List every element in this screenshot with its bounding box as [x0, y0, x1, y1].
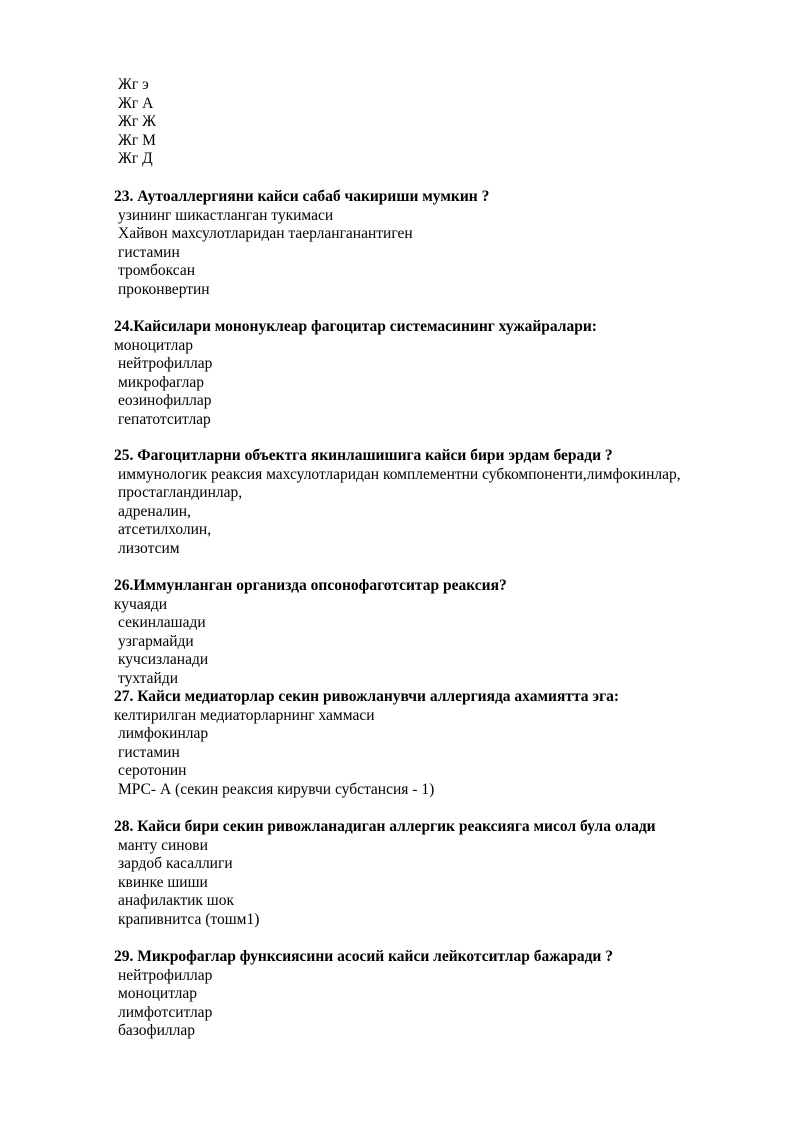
- answer-option: нейтрофиллар: [118, 355, 213, 373]
- answer-option: Жг М: [118, 131, 156, 149]
- question-title: 25. Фагоцитларни объектга якинлашишига кайси бири эрдам беради ?: [114, 447, 613, 464]
- question-27: [114, 688, 754, 800]
- answer-option: еозинофиллар: [118, 392, 212, 410]
- answer-option: микрофаглар: [118, 373, 204, 391]
- question-26: [114, 577, 754, 689]
- answer-options-group-22: [114, 76, 754, 169]
- answer-option: кучаяди: [114, 595, 168, 613]
- answer-option: келтирилган медиаторларнинг хаммаси: [114, 706, 375, 724]
- question-title: 24.Кайсилари мононуклеар фагоцитар системасининг хужайралари:: [114, 318, 597, 335]
- answer-option: тромбоксан: [118, 262, 196, 280]
- answer-option: Жг Д: [118, 150, 153, 168]
- answer-option: иммунологик реаксия махсулотларидан комплементни субкомпоненти,лимфокинлар,: [118, 465, 681, 483]
- answer-option: зардоб касаллиги: [118, 855, 233, 873]
- question-title: 28. Кайси бири секин ривожланадиган аллергик реаксияга мисол була олади: [114, 818, 656, 835]
- question-23: [114, 188, 754, 300]
- answer-option: моноцитлар: [118, 985, 197, 1003]
- answer-option: узгармайди: [118, 632, 194, 650]
- question-title: 29. Микрофаглар функсиясини асосий кайси лейкотситлар бажаради ?: [114, 948, 613, 965]
- answer-option: гистамин: [118, 743, 180, 761]
- answer-option: лимфотситлар: [118, 1003, 213, 1021]
- answer-option: гистамин: [118, 243, 180, 261]
- answer-option: анафилактик шок: [118, 892, 235, 910]
- answer-option: простагландинлар,: [118, 484, 243, 502]
- question-25: [114, 447, 754, 559]
- answer-option: лизотсим: [118, 539, 180, 557]
- answer-option: кучсизланади: [118, 651, 209, 669]
- answer-option: лимфокинлар: [118, 725, 209, 743]
- answer-option: атсетилхолин,: [118, 521, 212, 539]
- question-28: [114, 818, 754, 930]
- answer-option: моноцитлар: [114, 336, 193, 354]
- answer-option: гепатотситлар: [118, 410, 211, 428]
- question-24: [114, 318, 754, 430]
- answer-option: адреналин,: [118, 502, 191, 520]
- answer-option: Хайвон махсулотларидан таерланганантиген: [118, 225, 413, 243]
- answer-option: секинлашади: [118, 614, 206, 632]
- question-title: 23. Аутоаллергияни кайси сабаб чакириши мумкин ?: [114, 188, 490, 205]
- answer-option: серотонин: [118, 762, 187, 780]
- question-title: 27. Кайси медиаторлар секин ривожланувчи аллергияда ахамиятта эга:: [114, 688, 620, 705]
- answer-option: МРС- А (секин реаксия кирувчи субстансия - 1): [118, 780, 435, 798]
- answer-option: тухтайди: [118, 669, 179, 687]
- question-title: 26.Иммунланган организда опсонофаготситар реаксия?: [114, 577, 507, 594]
- answer-option: нейтрофиллар: [118, 966, 213, 984]
- question-29: [114, 948, 754, 1041]
- answer-option: Жг э: [118, 76, 149, 93]
- answer-option: Жг А: [118, 94, 154, 112]
- answer-option: крапивнитса (тошм1): [118, 910, 260, 928]
- answer-option: проконвертин: [118, 280, 210, 298]
- answer-option: манту синови: [118, 836, 208, 854]
- answer-option: базофиллар: [118, 1022, 195, 1040]
- answer-option: Жг Ж: [118, 113, 157, 131]
- answer-option: квинке шиши: [118, 873, 208, 891]
- answer-option: узининг шикастланган тукимаси: [118, 206, 334, 224]
